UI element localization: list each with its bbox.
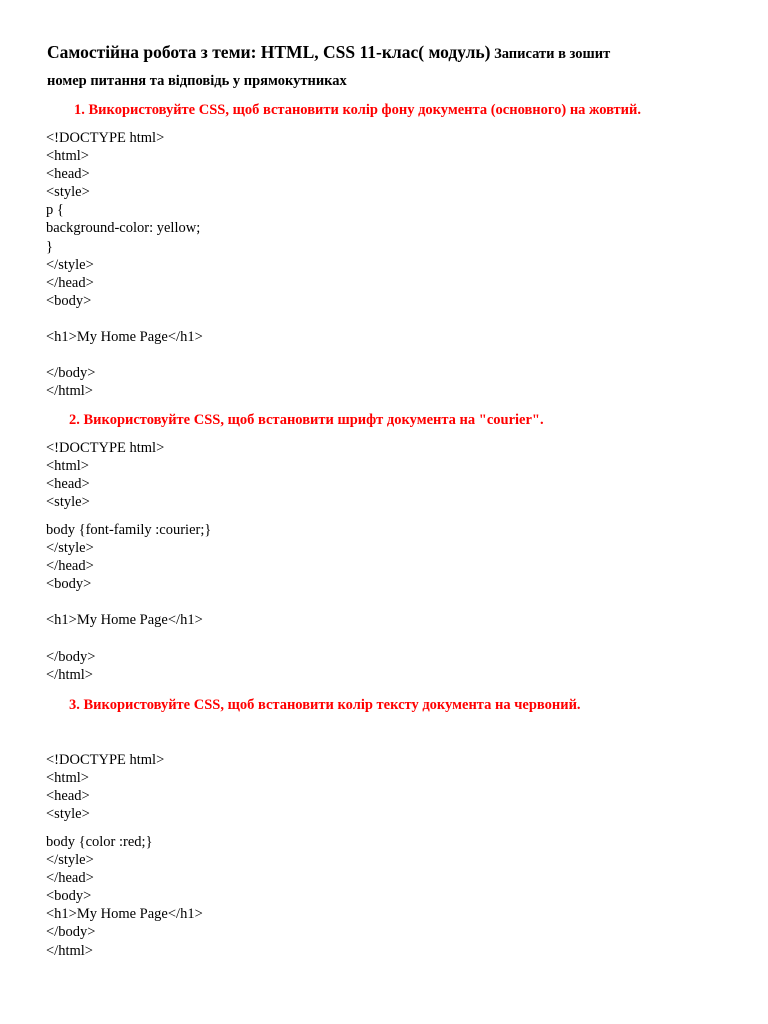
- code-line: [46, 310, 203, 328]
- code-line: background-color: yellow;: [46, 220, 201, 237]
- code-line: }: [46, 238, 53, 255]
- code-line: body {font-family :courier;}: [46, 522, 212, 538]
- document-title: [47, 42, 610, 63]
- question-3: 3. Використовуйте CSS, щоб встановити колір тексту документа на червоний.: [69, 697, 581, 713]
- code-line: </style>: [46, 256, 94, 273]
- code-line: p {: [46, 202, 64, 219]
- code-line: <head>: [46, 476, 90, 493]
- code-line: </head>: [46, 558, 94, 575]
- title-main: Самостійна робота з теми: HTML, CSS 11-клас( модуль): [47, 42, 491, 62]
- code-line: <body>: [46, 576, 92, 593]
- code-block-1: [46, 129, 203, 400]
- code-line: <h1>My Home Page</h1>: [46, 906, 203, 923]
- code-line: body {color :red;}: [46, 834, 153, 850]
- title-instruction: Записати в зошит: [490, 46, 611, 62]
- code-line: <h1>My Home Page</h1>: [46, 612, 203, 629]
- code-line: </html>: [46, 383, 93, 400]
- code-line: <!DOCTYPE html>: [46, 440, 165, 456]
- code-line: <html>: [46, 148, 89, 165]
- code-line: <html>: [46, 770, 89, 787]
- code-line: [46, 630, 211, 648]
- code-line: <!DOCTYPE html>: [46, 130, 165, 146]
- code-line: <body>: [46, 888, 92, 905]
- code-line: <style>: [46, 494, 90, 511]
- code-line: <html>: [46, 458, 89, 475]
- code-block-2-body: [46, 521, 211, 684]
- code-line: </body>: [46, 648, 96, 665]
- code-line: </head>: [46, 870, 94, 887]
- code-line: </head>: [46, 274, 94, 291]
- code-block-3-body: [46, 833, 203, 960]
- code-line: <!DOCTYPE html>: [46, 752, 165, 768]
- question-1: 1. Використовуйте CSS, щоб встановити колір фону документа (основного) на жовтий.: [74, 102, 642, 118]
- code-block-2-head: [46, 439, 164, 511]
- code-line: <head>: [46, 166, 90, 183]
- code-line: </style>: [46, 852, 94, 869]
- code-line: </body>: [46, 924, 96, 941]
- code-line: <style>: [46, 806, 90, 823]
- code-block-3-head: [46, 751, 164, 823]
- code-line: <style>: [46, 184, 90, 201]
- code-line: <body>: [46, 292, 92, 309]
- code-line: [46, 593, 211, 611]
- question-2: 2. Використовуйте CSS, щоб встановити шрифт документа на "courier".: [69, 412, 544, 428]
- code-line: </html>: [46, 666, 93, 683]
- document-subtitle: номер питання та відповідь у прямокутниках: [47, 73, 347, 89]
- code-line: <h1>My Home Page</h1>: [46, 329, 203, 346]
- code-line: [46, 346, 203, 364]
- code-line: </body>: [46, 365, 96, 382]
- code-line: </style>: [46, 540, 94, 557]
- code-line: </html>: [46, 942, 93, 959]
- code-line: <head>: [46, 788, 90, 805]
